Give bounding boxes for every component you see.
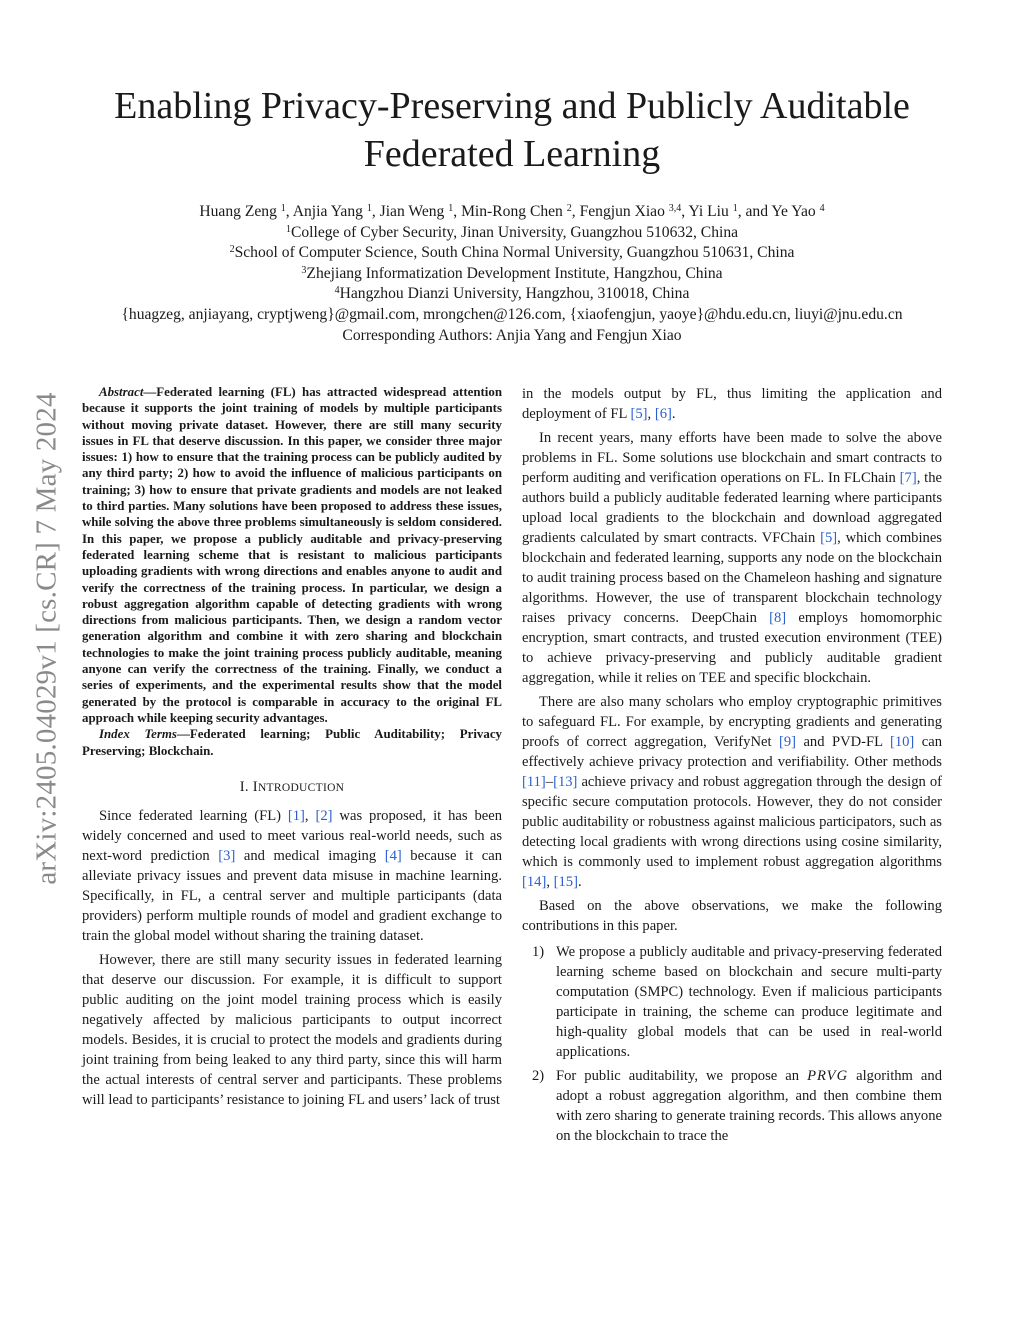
- section-title-initial: I: [252, 778, 258, 795]
- author-name: Fengjun Xiao: [579, 203, 665, 220]
- title-line-1: Enabling Privacy-Preserving and Publicly Auditable: [114, 85, 910, 127]
- author-list: Huang Zeng $^1$, Anjia Yang $^1$, Jian Weng $^1$, Min-Rong Chen $^2$, Fengjun Xiao $^{3,4}$, Yi Liu $^1$, and Ye Yao $^4$: [199, 203, 825, 220]
- affiliation: $^1$College of Cyber Security, Jinan University, Guangzhou 510632, China: [285, 223, 739, 241]
- citation-link[interactable]: [15]: [553, 874, 578, 890]
- author-name: Ye Yao: [771, 203, 816, 220]
- affiliation: $^2$School of Computer Science, South China Normal University, Guangzhou 510631, China: [229, 244, 795, 262]
- intro-paragraph-1: Since federated learning (FL) [1], [2] was proposed, it has been widely concerned and used to meet various real-world needs, such as next-word prediction [3] and medical imaging [4] because it can alleviate privacy issues and prevent data misuse in machine learning. Specifically, in FL, a central server and multiple participants (data providers) perform multiple rounds of model and gradient exchange to train the global model without sharing the training dataset.: [82, 807, 503, 944]
- contributions-list: [522, 942, 942, 1146]
- citation-link[interactable]: [14]: [522, 874, 547, 890]
- citation-link[interactable]: [1]: [287, 807, 305, 824]
- index-terms-text: —Federated learning; Public Auditability; Privacy Preserving; Blockchain.: [82, 727, 502, 758]
- left-column: [82, 384, 502, 1110]
- author-name: Jian Weng: [379, 203, 445, 220]
- title-line-2: Federated Learning: [363, 133, 661, 175]
- author-name: Yi Liu: [688, 203, 729, 220]
- list-number: 2): [532, 1068, 545, 1084]
- affiliation: $^4$Hangzhou Dianzi University, Hangzhou, 310018, China: [334, 285, 690, 303]
- citation-link[interactable]: [13]: [553, 774, 578, 790]
- citation-link[interactable]: [5]: [630, 406, 648, 422]
- corresponding-authors: Corresponding Authors: Anjia Yang and Fengjun Xiao: [342, 326, 682, 344]
- citation-link[interactable]: [9]: [778, 734, 797, 750]
- author-name: Min-Rong Chen: [461, 203, 563, 220]
- abstract-text: —Federated learning (FL) has attracted widespread attention because it supports the joint training of models by multiple participants without moving private dataset. However, there are still many security issues in FL that deserve discussion. In this paper, we consider three major issues: 1) how to ensure that the training process can be publicly audited by any third party; 2) how to avoid the influence of malicious participants on training; 3) how to ensure that private gradients and models are not leaked to third parties. Many solutions have been proposed to address these issues, while solving the above three problems simultaneously is seldom considered. In this paper, we propose a publicly auditable and privacy-preserving federated learning scheme that is resistant to malicious participants uploading gradients with wrong directions and enables anyone to audit and verify the correctness of the training process. In particular, we design a robust aggregation algorithm capable of detecting gradients with wrong directions from malicious participants. Then, we design a random vector generation algorithm and combine it with zero sharing and blockchain technologies to make the joint training process publicly auditable, meaning anyone can verify the correctness of the training. Finally, we conduct a series of experiments, and the experimental results show that the model generated by the protocol is comparable in accuracy to the original FL approach while keeping security advantages.: [82, 385, 502, 725]
- citation-link[interactable]: [2]: [315, 807, 333, 824]
- citation-link[interactable]: [8]: [769, 610, 787, 626]
- citation-link[interactable]: [10]: [889, 734, 915, 750]
- list-number: 1): [532, 944, 545, 960]
- author-name: Anjia Yang: [292, 203, 363, 220]
- abstract: [82, 384, 502, 726]
- author-aff: 1: [732, 203, 738, 214]
- paragraph-related-blockchain: In recent years, many efforts have been made to solve the above problems in FL. Some solutions use blockchain and smart contracts to perform auditing and verification operations on FL. In FLChain [7], the authors build a publicly auditable federated learning where participants upload local gradients to the blockchain and download aggregated gradients calculated by smart contracts. VFChain [5], which combines blockchain and federated learning, supports any node on the blockchain to audit training process based on the Chameleon hashing and signature algorithms. However, the use of transparent blockchain technology raises privacy concerns. DeepChain [8] employs homomorphic encryption, smart contracts, and trusted execution environment (TEE) to achieve privacy-preserving and publicly auditable gradient aggregation, while it relies on TEE and specific blockchain.: [522, 430, 942, 686]
- math-symbol: PRVG: [807, 1068, 849, 1084]
- author-aff: 1: [280, 203, 286, 214]
- index-terms-label: Index Terms: [99, 727, 177, 742]
- citation-link[interactable]: [5]: [820, 530, 838, 546]
- intro-paragraph-2: However, there are still many security issues in federated learning that deserve our discussion. For example, it is difficult to support public auditing on the joint model training process which is easily negatively affected by malicious participants to output incorrect models. Besides, it is crucial to protect the models and gradients during joint training from being leaked to any third party, since this will harm the actual interests of central server and participants. These problems will lead to participants’ resistance to joining FL and users’ lack of trust: [82, 951, 502, 1108]
- author-aff: 3,4: [668, 203, 682, 214]
- citation-link[interactable]: [11]: [522, 774, 546, 790]
- list-item: 1) We propose a publicly auditable and privacy-preserving federated learning scheme based on blockchain and secure multi-party computation (SMPC) technology. Even if malicious participants participate in training, the scheme can produce legitimate and high-quality global models that can be used in real-world applications.: [532, 944, 942, 1060]
- author-aff: 2: [566, 203, 572, 214]
- section-heading: [82, 777, 502, 798]
- citation-link[interactable]: [4]: [384, 847, 402, 864]
- author-aff: 1: [448, 203, 454, 214]
- author-aff: 1: [366, 203, 372, 214]
- author-name: Huang Zeng: [199, 203, 277, 220]
- section-title-rest: NTRODUCTION: [257, 781, 345, 794]
- citation-link[interactable]: [7]: [899, 470, 917, 486]
- section-number: I.: [239, 778, 249, 795]
- author-emails: {huagzeg, anjiayang, cryptjweng}@gmail.com, mrongchen@126.com, {xiaofengjun, yaoye}@hdu.edu.cn, liuyi@jnu.edu.cn: [121, 305, 903, 323]
- affiliation: $^3$Zhejiang Informatization Development Institute, Hangzhou, China: [301, 264, 723, 282]
- citation-link[interactable]: [6]: [654, 406, 672, 422]
- arxiv-stamp: arXiv:2405.04029v1 [cs.CR] 7 May 2024: [30, 391, 63, 885]
- paragraph-contributions-intro: Based on the above observations, we make the following contributions in this paper.: [522, 898, 942, 934]
- abstract-label: Abstract: [99, 385, 144, 399]
- paragraph-continued: in the models output by FL, thus limiting the application and deployment of FL [5], [6].: [522, 386, 942, 422]
- paper-title: [60, 82, 964, 178]
- citation-link[interactable]: [3]: [218, 847, 236, 864]
- author-block: [60, 202, 964, 346]
- right-column: [522, 384, 942, 1150]
- paragraph-related-crypto: There are also many scholars who employ cryptographic primitives to safeguard FL. For example, by encrypting gradients and generating proofs of correct aggregation, VerifyNet [9] and PVD-FL [10] can effectively achieve privacy protection and verifiability. Other methods [11]–[13] achieve privacy and robust aggregation through the design of specific secure computation protocols. However, they do not consider public auditability or robustness against malicious participators, such as detecting local gradients with wrong directions using cosine similarity, which is commonly used to implement robust aggregation algorithms [14], [15].: [522, 694, 942, 890]
- index-terms: [82, 726, 502, 759]
- list-item: 2) For public auditability, we propose an PRVG algorithm and adopt a robust aggregation algorithm, and then combine them with zero sharing to generate training records. This allows anyone on the blockchain to trace the: [532, 1068, 942, 1144]
- author-and: and: [745, 203, 769, 220]
- author-aff: 4: [819, 203, 825, 214]
